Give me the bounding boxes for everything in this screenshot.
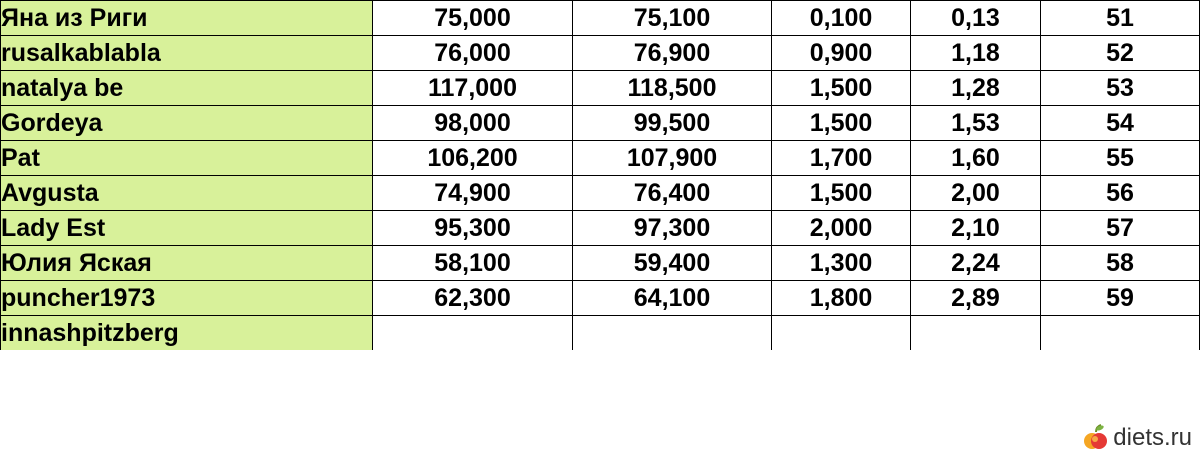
cell-start bbox=[373, 316, 573, 351]
cell-percent: 2,89 bbox=[911, 281, 1041, 316]
table-row bbox=[1, 71, 1200, 106]
table-row bbox=[1, 281, 1200, 316]
cell-diff: 0,100 bbox=[772, 1, 911, 36]
cell-rank: 55 bbox=[1041, 141, 1200, 176]
cell-rank: 53 bbox=[1041, 71, 1200, 106]
cell-percent: 2,24 bbox=[911, 246, 1041, 281]
cell-name: rusalkablabla bbox=[1, 36, 373, 71]
apple-logo-icon bbox=[1083, 424, 1109, 452]
cell-percent: 1,18 bbox=[911, 36, 1041, 71]
cell-start: 117,000 bbox=[373, 71, 573, 106]
cell-name: Яна из Риги bbox=[1, 1, 373, 36]
cell-diff: 2,000 bbox=[772, 211, 911, 246]
cell-start: 58,100 bbox=[373, 246, 573, 281]
cell-percent: 2,10 bbox=[911, 211, 1041, 246]
watermark-text: diets.ru bbox=[1113, 424, 1192, 451]
cell-rank: 51 bbox=[1041, 1, 1200, 36]
cell-current: 97,300 bbox=[573, 211, 772, 246]
cell-start: 106,200 bbox=[373, 141, 573, 176]
cell-current: 76,400 bbox=[573, 176, 772, 211]
cell-start: 75,000 bbox=[373, 1, 573, 36]
table-row bbox=[1, 211, 1200, 246]
cell-name: Lady Est bbox=[1, 211, 373, 246]
cell-start: 62,300 bbox=[373, 281, 573, 316]
cell-current: 99,500 bbox=[573, 106, 772, 141]
cell-start: 74,900 bbox=[373, 176, 573, 211]
cell-current: 107,900 bbox=[573, 141, 772, 176]
cell-start: 95,300 bbox=[373, 211, 573, 246]
cell-rank: 59 bbox=[1041, 281, 1200, 316]
watermark bbox=[1083, 424, 1192, 452]
cell-rank: 57 bbox=[1041, 211, 1200, 246]
cell-start: 98,000 bbox=[373, 106, 573, 141]
cell-percent: 1,53 bbox=[911, 106, 1041, 141]
table-row bbox=[1, 1, 1200, 36]
cell-current: 76,900 bbox=[573, 36, 772, 71]
cell-percent: 1,28 bbox=[911, 71, 1041, 106]
cell-percent: 1,60 bbox=[911, 141, 1041, 176]
table-row bbox=[1, 176, 1200, 211]
cell-percent: 0,13 bbox=[911, 1, 1041, 36]
cell-diff: 1,500 bbox=[772, 106, 911, 141]
cell-diff: 1,700 bbox=[772, 141, 911, 176]
cell-rank: 54 bbox=[1041, 106, 1200, 141]
cell-name: Gordeya bbox=[1, 106, 373, 141]
table-row bbox=[1, 106, 1200, 141]
cell-name: innashpitzberg bbox=[1, 316, 373, 351]
cell-diff: 0,900 bbox=[772, 36, 911, 71]
cell-current: 75,100 bbox=[573, 1, 772, 36]
cell-current: 64,100 bbox=[573, 281, 772, 316]
cell-rank: 52 bbox=[1041, 36, 1200, 71]
cell-diff: 1,500 bbox=[772, 176, 911, 211]
cell-current: 118,500 bbox=[573, 71, 772, 106]
table-row bbox=[1, 316, 1200, 351]
cell-name: puncher1973 bbox=[1, 281, 373, 316]
cell-name: Юлия Яская bbox=[1, 246, 373, 281]
cell-rank: 58 bbox=[1041, 246, 1200, 281]
cell-name: Avgusta bbox=[1, 176, 373, 211]
cell-rank: 56 bbox=[1041, 176, 1200, 211]
table-row bbox=[1, 246, 1200, 281]
cell-name: natalya be bbox=[1, 71, 373, 106]
table-row bbox=[1, 141, 1200, 176]
cell-diff: 1,300 bbox=[772, 246, 911, 281]
cell-current bbox=[573, 316, 772, 351]
cell-diff: 1,800 bbox=[772, 281, 911, 316]
cell-start: 76,000 bbox=[373, 36, 573, 71]
cell-current: 59,400 bbox=[573, 246, 772, 281]
cell-percent: 2,00 bbox=[911, 176, 1041, 211]
cell-rank bbox=[1041, 316, 1200, 351]
table-row bbox=[1, 36, 1200, 71]
cell-diff bbox=[772, 316, 911, 351]
cell-diff: 1,500 bbox=[772, 71, 911, 106]
cell-percent bbox=[911, 316, 1041, 351]
cell-name: Pat bbox=[1, 141, 373, 176]
